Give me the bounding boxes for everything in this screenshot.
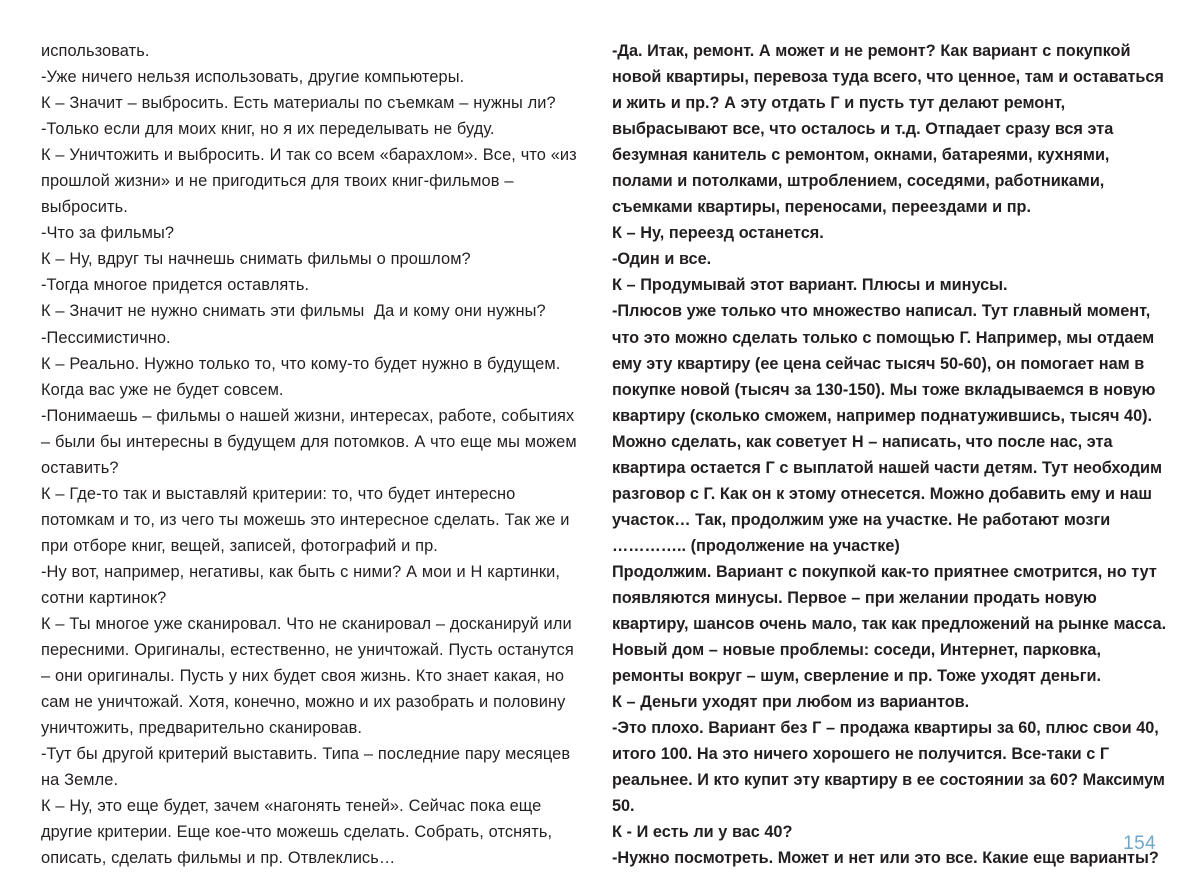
paragraph: К – Значит – выбросить. Есть материалы по съемкам – нужны ли? [41,94,556,113]
column-left [0,0,600,872]
paragraph: -Ну вот, например, негативы, как быть с ними? А мои и Н картинки, сотни картинок? [41,562,565,607]
paragraph: -Тут бы другой критерий выставить. Типа – последние пару месяцев на Земле. [41,745,575,790]
paragraph: К – Ну, вдруг ты начнешь снимать фильмы о прошлом? [41,250,471,269]
paragraph: -Только если для моих книг, но я их переделывать не буду. [41,120,495,139]
paragraph: К – Значит не нужно снимать эти фильмы Да и кому они нужны? [41,302,546,321]
paragraph: К – Продумывай этот вариант. Плюсы и минусы. [612,276,1008,295]
column-right [600,0,1200,872]
paragraph: -Да. Итак, ремонт. А может и не ремонт? Как вариант с покупкой новой квартиры, перевоза туда всего, что ценное, там и оставаться и жить и пр.? А эту отдать Г и пусть тут делают ремонт, выбрасывают все, что осталось и т.д. Отпадает сразу вся эта безумная канитель с ремонтом, окнами, батареями, кухнями, полами и потолками, штроблением, соседями, работниками, съемками квартиры, переносами, переездами и пр. [612,42,1169,217]
paragraph: -Плюсов уже только что множество написал. Тут главный момент, что это можно сделать только с помощью Г. Например, мы отдаем ему эту квартиру (ее цена сейчас тысяч 50-60), он помогает нам в покупке новой (тысяч за 130-150). Мы тоже вкладываемся в новую квартиру (сколько сможем, например поднатужившись, тысяч 40). Можно сделать, как советует Н – написать, что после нас, эта квартира остается Г с выплатой нашей части детям. Тут необходим разговор с Г. Как он к этому отнесется. Можно добавить ему и наш участок… Так, продолжим уже на участке. Не работают мозги [612,302,1167,529]
paragraph: -Уже ничего нельзя использовать, другие компьютеры. [41,68,465,87]
paragraph: К – Деньги уходят при любом из вариантов. [612,693,970,712]
paragraph: К – Ну, переезд останется. [612,224,824,243]
paragraph: -Тогда многое придется оставлять. [41,276,310,295]
paragraph: использовать. [41,42,150,60]
paragraph: -Понимаешь – фильмы о нашей жизни, интересах, работе, событиях – были бы интересны в будущем для потомков. А что еще мы можем оставить? [41,406,582,477]
paragraph: К – Уничтожить и выбросить. И так со всем «барахлом». Все, что «из прошлой жизни» и не пригодиться для твоих книг-фильмов – выбросить. [41,146,582,217]
paragraph: К – Ты многое уже сканировал. Что не сканировал – досканируй или пересними. Оригиналы, естественно, не уничтожай. Пусть останутся – они оригиналы. Пусть у них будет своя жизнь. Кто знает какая, но сам не уничтожай. Хотя, конечно, можно и их разобрать и половину уничтожить, предварительно сканировав. [41,615,579,738]
page-number: 154 [1123,833,1156,854]
paragraph: К – Ну, это еще будет, зачем «нагонять теней». Сейчас пока еще другие критерии. Еще кое-что можешь сделать. Собрать, отснять, описать, сделать фильмы и пр. Отвлеклись… [41,797,557,868]
paragraph: ………….. (продолжение на участке) [612,536,900,555]
paragraph: К - И есть ли у вас 40? [612,823,793,842]
paragraph: К – Где-то так и выставляй критерии: то, что будет интересно потомкам и то, из чего ты можешь это интересное сделать. Так же и при отборе книг, вещей, записей, фотографий и пр. [41,484,575,555]
paragraph: Продолжим. Вариант с покупкой как-то приятнее смотрится, но тут появляются минусы. Первое – при желании продать новую квартиру, шансов очень мало, так как предложений на рынке масса. Новый дом – новые проблемы: соседи, Интернет, парковка, ремонты вокруг – шум, сверление и пр. Тоже уходят деньги. [612,562,1171,686]
paragraph: К – Реально. Нужно только то, что кому-то будет нужно в будущем. Когда вас уже не будет совсем. [41,354,566,399]
paragraph: -Один и все. [612,250,712,269]
paragraph: -Это плохо. Вариант без Г – продажа квартиры за 60, плюс свои 40, итого 100. На это ничего хорошего не получится. Все-таки с Г реальнее. И кто купит эту квартиру в ее состоянии за 60? Максимум 50. [612,719,1170,816]
paragraph: -Нужно посмотреть. Может и нет или это все. Какие еще варианты? [612,849,1159,868]
paragraph: -Пессимистично. [41,328,171,347]
paragraph: -Что за фильмы? [41,224,175,243]
